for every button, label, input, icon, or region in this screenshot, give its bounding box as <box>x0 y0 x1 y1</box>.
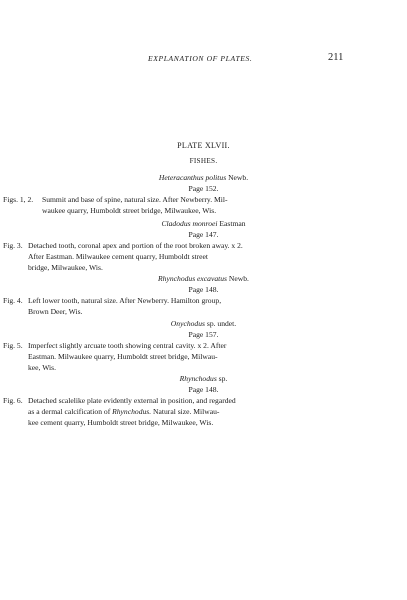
page-reference: Page 148. <box>188 385 219 394</box>
italic-genus: Rhynchodus. <box>112 407 152 417</box>
plate-title: PLATE XLVII. <box>177 141 230 150</box>
page-reference: Page 147. <box>188 230 219 239</box>
running-head <box>0 54 407 68</box>
taxon-name: Heteracanthus politus <box>158 173 227 182</box>
taxon-heading <box>0 273 407 284</box>
running-title: EXPLANATION OF PLATES. <box>148 54 253 63</box>
taxon-name: Rhynchodus excavatus <box>158 274 227 283</box>
taxon-author: sp. undet. <box>204 319 237 328</box>
description-text: Natural size. Milwau- <box>151 407 220 417</box>
figure-description <box>3 194 377 216</box>
figure-description <box>3 340 377 374</box>
plate-entry <box>0 172 407 216</box>
figure-label: Figs. 1, 2. <box>3 195 34 204</box>
description-line: Detached scalelike plate evidently external in position, and regarded <box>28 396 236 405</box>
figure-label: Fig. 5. <box>3 341 23 350</box>
description-line: Brown Deer, Wis. <box>28 307 83 317</box>
plate-entry <box>0 218 407 274</box>
taxon-heading <box>0 318 407 329</box>
description-line: Detached tooth, coronal apex and portion of the root broken away. x 2. <box>28 241 243 250</box>
figure-description <box>3 240 377 274</box>
figure-label: Fig. 6. <box>3 396 23 405</box>
plate-entry <box>0 273 407 317</box>
description-line: Left lower tooth, natural size. After Newberry. Hamilton group, <box>28 296 222 305</box>
page-reference: Page 148. <box>188 285 219 294</box>
description-line: kee cement quarry, Humboldt street bridge, Milwaukee, Wis. <box>28 418 214 428</box>
taxon-heading <box>0 218 407 229</box>
taxon-author: Eastman <box>217 219 246 228</box>
section-label: FISHES. <box>189 157 218 165</box>
description-text: as a dermal calcification of <box>28 407 113 417</box>
page-reference: Page 152. <box>188 184 219 193</box>
page-reference: Page 157. <box>188 330 219 339</box>
description-line: kee, Wis. <box>28 363 57 373</box>
description-line: Imperfect slightly arcuate tooth showing central cavity. x 2. After <box>28 341 227 350</box>
description-line: waukee quarry, Humboldt street bridge, Milwaukee, Wis. <box>42 206 217 216</box>
description-line <box>3 406 377 417</box>
plate-entry <box>0 373 407 429</box>
description-line: After Eastman. Milwaukee cement quarry, Humboldt street <box>28 252 209 262</box>
page-number: 211 <box>328 52 344 63</box>
figure-description <box>3 295 377 317</box>
description-line: Summit and base of spine, natural size. After Newberry. Mil- <box>42 195 228 204</box>
taxon-heading <box>0 172 407 183</box>
description-line: Eastman. Milwaukee quarry, Humboldt street bridge, Milwau- <box>28 352 218 362</box>
taxon-author: Newb. <box>227 274 249 283</box>
plate-entry <box>0 318 407 374</box>
figure-description <box>3 395 377 429</box>
figure-label: Fig. 4. <box>3 296 23 305</box>
figure-label: Fig. 3. <box>3 241 23 250</box>
taxon-author: Newb. <box>226 173 249 182</box>
taxon-author: sp. <box>216 374 228 383</box>
taxon-name: Cladodus monroei <box>161 219 218 228</box>
taxon-name: Onychodus <box>170 319 205 328</box>
description-line: bridge, Milwaukee, Wis. <box>28 263 103 273</box>
taxon-heading <box>0 373 407 384</box>
taxon-name: Rhynchodus <box>179 374 217 383</box>
